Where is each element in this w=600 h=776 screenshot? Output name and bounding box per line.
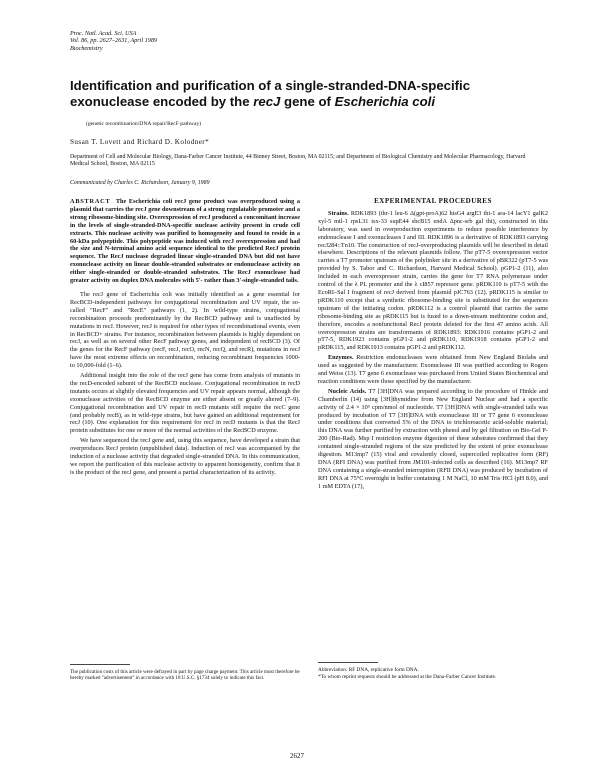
page-charge-footnote: The publication costs of this article were defrayed in part by page charge payment. This article must therefore be hereby marked "advertisement" in accordance with 18 U.S.C. §1734 solely to indicate this fact. — [70, 664, 300, 681]
intro-paragraph-2: Additional insight into the role of the recJ gene has come from analysis of mutants in the recD-encoded subunit of the RecBCD nuclease. Conjugational recombination in recD mutants occurs at slightly elevated frequencies and UV repair appears normal, although the exonuclease activities of the RecBCD enzyme are either absent or greatly altered (7–9). Conjugational recombination and UV repair in recD mutants still require the recC gene (and probably recB), as in wild-type strains, but have gained an additional requirement for recJ (10). One explanation for this requirement for recJ in recD mutants is that the RecJ protein substitutes for one or more of the normal activities of the RecBCD enzyme. — [70, 372, 300, 435]
abbreviation-note: Abbreviation: RF DNA, replicative form DNA. — [318, 667, 419, 673]
strains-paragraph: Strains. RDK1893 (thr-1 leu-6 Δ(gpt-proA)62 hisG4 argE3 thi-1 ara-14 lacY1 galK2 xyl-5 mtl-1 rpsL31 tsx-33 supE44 sbcB15 endA Δpnc-srb gal thi), constructed in this laboratory, was used in overproduction experiments to reduce possible interference by endonuclease I and exonucleases I and III. RDK1896 is a derivative of RDK1893 carrying recJ284::Tn10. The construction of recJ-overproducing plasmids will be described in detail elsewhere. Descriptions of the relevant plasmids follow. The pT7-5 overexpression vector carries a T7 promoter upstream of the polylinker site in a derivative of pBR322 (pT7-5 was provided by S. Tabor and C. Richardson, Harvard Medical School). pGP1-2 (11), also included in each overexpresser strain, carries the gene for T7 RNA polymerase under control of the λ PL promoter and the λ cI857 repressor gene. pRDK110 is pT7-5 with the EcoRI–Sal I fragment of recJ derived from plasmid pJC763 (12). pRDK115 is similar to pRDK110 except that a synthetic ribosome-binding site is substituted for the sequences upstream of the initiating codon. pRDK112 is a control plasmid that carries the same ribosome-binding site as pRDK115 but is fused to a down-stream methionine codon and, therefore, encodes a nonfunctional RecJ protein deleted for the first 47 amino acids. All overexpression strains are transformants of RDK1893: RDK1916 contains pGP1-2 and pT7-5, RDK1923 contains pGP1-2 and pRDK110, RDK1918 contains pGP1-2 and pRDK115, and RDK1913 contains pGP1-2 and pRDK112. — [318, 209, 548, 352]
article-title: Identification and purification of a single-stranded-DNA-specific exonuclease encoded by the recJ gene of Escherichia coli — [70, 78, 471, 109]
abstract-label: ABSTRACT — [70, 198, 111, 205]
footnote-rule — [70, 664, 130, 665]
correspondence-note: *To whom reprint requests should be addressed at the Dana-Farber Cancer Institute. — [318, 673, 497, 680]
right-column — [318, 198, 548, 493]
abbreviation-footnote — [318, 662, 548, 680]
abstract-text: The Escherichia coli recJ gene product was overproduced using a plasmid that carries the recJ gene downstream of a strong regulatable promoter and a strong ribosome-binding site. Overexpression of recJ produced a concomitant increase in the levels of single-stranded-DNA-specific nuclease activity present in crude cell extracts. This nuclease activity was purified to homogeneity and found to reside in a 60-kDa polypeptide. This polypeptide was induced with recJ overexpression and had the size and N-terminal amino acid sequence identical to the predicted RecJ protein sequence. The RecJ nuclease degraded linear single-stranded DNA but did not have exonuclease activity on linear double-stranded substrates or endonuclease activity on either single-stranded or double-stranded substrates. The RecJ exonuclease had greater activity on duplex DNA molecules with 5′- rather than 3′-single-stranded tails. — [70, 198, 301, 285]
methods-heading: EXPERIMENTAL PROCEDURES — [374, 197, 492, 205]
intro-paragraph-3: We have sequenced the recJ gene and, using this sequence, have developed a strain that overproduces RecJ protein (unpublished data). Induction of recJ was accompanied by the induction of a nuclease activity that degraded single-stranded DNA. In this communication, we report the purification of this nuclease activity to apparent homogeneity, confirm that it is the product of the recJ gene, and present a partial characterization of its activity. — [70, 437, 300, 476]
communicated-by: Communicated by Charles C. Richardson, January 9, 1989 — [70, 180, 210, 186]
affiliation: Department of Cell and Molecular Biology, Dana-Farber Cancer Institute, 44 Binney Street, Boston, MA 02115; and Department of Biological Chemistry and Molecular Pharmacology, Harvard Medical School, Boston, MA 02115 — [70, 154, 526, 168]
authors: Susan T. Lovett and Richard D. Kolodner* — [70, 138, 210, 146]
enzymes-paragraph: Enzymes. Restriction endonucleases were obtained from New England Biolabs and used as suggested by the manufacturer. Exonuclease III was purified according to Rogers and Weiss (13). T7 gene 6 exonuclease was purchased from United States Biochemical and reaction conditions were those specified by the manufacturer. — [318, 354, 549, 385]
nucleic-acids-paragraph: Nucleic Acids. T7 [3H]DNA was prepared according to the procedure of Hinkle and Chamberlin (14) using [3H]thymidine from New England Nuclear and had a specific activity of 2.4 × 10⁵ cpm/nmol of nucleotide. T7 [3H]DNA with single-stranded tails was produced by incubation of T7 [3H]DNA with exonuclease III or T7 gene 6 exonuclease under conditions that converted 5% of the DNA to trichloroacetic acid-soluble material; this DNA was further purified by extraction with phenol and by gel filtration on Bio-Gel P-200 (Bio-Rad). Msp I restriction enzyme digestion of these substrates confirmed that they contained single-stranded regions of the size predicted by the extent of prior exonuclease digestion. M13mp7 (15) viral and covalently closed, supercoiled replicative form (RF) DNA (RFI DNA) was purified from JM101-infected cells as described (16). M13mp7 RF DNA containing a single-stranded interruption (RFII DNA) was produced by incubation of RFI DNA at 75°C overnight in buffer containing 1 M NaCl, 10 mM Tris·HCl (pH 8.0), and 1 mM EDTA (17), — [318, 387, 549, 490]
abstract — [70, 198, 300, 285]
journal-section: Biochemistry — [70, 44, 103, 52]
intro-paragraph-1: The recJ gene of Escherichia coli was initially identified as a gene essential for RecBCD-independent pathways for conjugational recombination and UV repair, the so-called "RecF" and "RecE" pathways (1, 2). In wild-type strains, conjugational recombination proceeds predominantly by the RecBCD pathway and is unaffected by mutations in recJ. However, recJ is required for other types of recombinational events, even in RecBCD+ strains. For instance, recombination between plasmids is highly dependent on recJ, as well as on several other RecF pathway genes, and independent of recBCD (3). Of the genes for the RecF pathway (recF, recJ, recO, recN, recQ, and recR), mutations in recJ have the most extreme effects on recombination, reducing recombinant frequencies 1000- to 10,000-fold (1–6). — [70, 290, 300, 370]
left-column — [70, 198, 300, 479]
page-number: 2627 — [290, 752, 304, 760]
journal-name: Proc. Natl. Acad. Sci. USA — [70, 30, 137, 37]
keywords: (genetic recombination/DNA repair/RecF pathway) — [86, 121, 202, 127]
footnote-rule — [318, 662, 378, 663]
journal-volume: Vol. 86, pp. 2627–2631, April 1989 — [70, 37, 158, 45]
journal-header — [70, 30, 157, 52]
